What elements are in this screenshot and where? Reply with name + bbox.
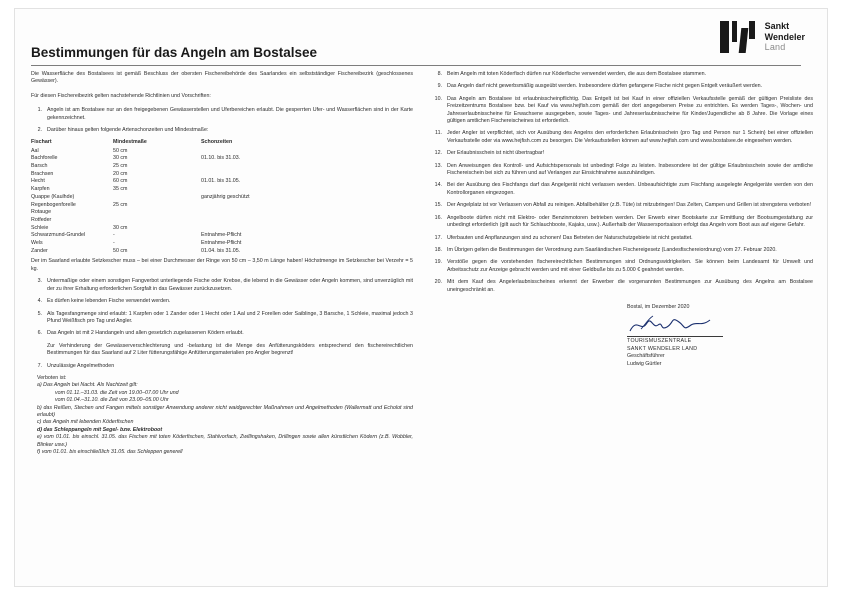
cell-size: 50 cm: [113, 147, 128, 154]
item-number: 14.: [434, 182, 442, 189]
item-number: 4.: [37, 298, 42, 305]
table-row: [31, 232, 331, 240]
logo-line-3: Land: [764, 42, 786, 52]
organization-line-1: TOURISMUSZENTRALE: [627, 338, 692, 345]
item-number: 3.: [37, 278, 42, 285]
method-rules: [37, 375, 413, 456]
table-row: [31, 240, 331, 248]
fish-table-body: [31, 148, 331, 256]
item-text: Im Übrigen gelten die Bestimmungen der Verordnung zum Saarländischen Fischereigesetz (Landesfischereiordnung) vom 27. Februar 2020.: [447, 246, 777, 253]
item-number: 7.: [37, 362, 42, 369]
cell-species: Schleie: [31, 224, 49, 231]
item-number: 12.: [434, 150, 442, 157]
item-number: 15.: [434, 202, 442, 209]
table-row: [31, 194, 331, 202]
logo-text: [765, 19, 805, 53]
fish-table: [31, 139, 331, 255]
content-columns: [31, 71, 813, 456]
item-number: 19.: [434, 259, 442, 266]
list-item: [431, 215, 813, 230]
left-column: [31, 71, 413, 456]
cell-species: Quappe (Kaulhde): [31, 193, 75, 200]
cell-size: 30 cm: [113, 155, 128, 162]
cell-species: Rotauge: [31, 209, 52, 216]
item-text: Jeder Angler ist verpflichtet, sich vor Ausübung des Angelns den erforderlichen Erlaubnisschein (pro Tag und Person nur 1 Schein) bei einer offiziellen Verkaufsstelle oder via www.hejfish.com zu besorgen. Die Verkaufsstellen können auf www.hejfish.com und www.bostalsee.de eingesehen werden.: [447, 130, 813, 144]
cell-season: Entnahme-Pflicht: [201, 240, 242, 247]
cell-size: 35 cm: [113, 186, 128, 193]
cell-species: Karpfen: [31, 186, 50, 193]
cell-season: 01.01. bis 31.05.: [201, 178, 241, 185]
cell-season: [201, 202, 331, 210]
item-number: 2.: [37, 127, 42, 134]
cell-size: [113, 194, 201, 202]
table-row: [31, 217, 331, 225]
cell-season: ganzjährig geschützt: [201, 193, 250, 200]
cell-season: [201, 217, 331, 225]
column-header-closed-season: Schonzeiten: [201, 139, 233, 146]
cell-size: 50 cm: [113, 247, 128, 254]
cell-species: Regenbogenforelle: [31, 201, 76, 208]
list-item: [31, 363, 413, 370]
list-item: [31, 343, 413, 358]
item-text: Das Angeln darf nicht gewerbsmäßig ausgeübt werden. Insbesondere dürfen gefangene Fische nicht gegen Entgelt veräußert werden.: [447, 83, 763, 90]
cell-size: -: [113, 232, 115, 239]
cell-size: 25 cm: [113, 201, 128, 208]
item-number: 18.: [434, 246, 442, 253]
cell-season: [201, 171, 331, 179]
cell-season: [201, 225, 331, 233]
cell-species: Aal: [31, 147, 39, 154]
list-item: [431, 71, 813, 78]
cell-season: [201, 148, 331, 156]
signature-image: [627, 313, 713, 335]
item-text: Das Angeln ist mit 2 Handangeln und allen gesetzlich zugelassenen Ködern erlaubt.: [47, 330, 244, 337]
right-column: [431, 71, 813, 456]
item-text: Untermaßige oder einem sonstigen Fangverbot unterliegende Fische oder Krebse, die lebend in die Gewässer oder Angeln kommen, sind unverzüglich mit der zu ihrer Erhaltung erforderlichen Sorgfalt in das Gewässer zurückzusetzen.: [47, 278, 413, 292]
item-number: 1.: [37, 107, 42, 114]
list-item: [31, 107, 413, 122]
intro-paragraph-1: Die Wasserfläche des Bostalsees ist gemäß Beschluss der obersten Fischereibehörde des Saarlandes ein selbstständiger Fischereibezirk (geschlossenes Gewässer).: [31, 71, 413, 85]
list-item: [431, 182, 813, 197]
cell-season: [201, 163, 331, 171]
table-row: [31, 178, 331, 186]
item-number: 10.: [434, 95, 442, 102]
cell-species: Hecht: [31, 178, 45, 185]
list-item: [31, 127, 413, 134]
logo-line-2: Wendeler: [764, 31, 805, 42]
cell-size: 30 cm: [113, 224, 128, 231]
list-item: [431, 235, 813, 242]
method-rule-a: a) Das Angeln bei Nacht. Als Nachtzeit gilt:: [37, 382, 138, 389]
item-text: Es dürfen keine lebenden Fische verwendet werden.: [47, 298, 171, 305]
logo-line-1: Sankt: [764, 21, 790, 31]
item-number: 16.: [434, 214, 442, 221]
cell-season: [201, 209, 331, 217]
cell-species: Rotfeder: [31, 216, 52, 223]
cell-size: 20 cm: [113, 170, 128, 177]
list-item: [431, 259, 813, 274]
cell-species: Barsch: [31, 163, 48, 170]
item-text: Verstöße gegen die vorstehenden fischereirechtlichen Bestimmungen sind Ordnungswidrigkeiten. Sie können beim Landesamt für Umwelt und Arbeitsschutz zur Anzeige gebracht werden und mit einer Geldbuße bis zu 5.000 € geahndet werden.: [447, 259, 813, 273]
list-item: [431, 130, 813, 145]
method-rule-a2: vom 01.04.–31.10. die Zeit von 23.00–05.00 Uhr: [55, 397, 169, 404]
item-text: Beim Angeln mit toten Köderfisch dürfen nur Köderfische verwendet werden, die aus dem Bostalsee stammen.: [447, 71, 707, 77]
column-header-species: Fischart: [31, 139, 52, 146]
setzkescher-note: Der im Saarland erlaubte Setzkescher muss – bei einer Durchmesser der Ringe von 50 cm – 3,50 m Länge haben! Höchstmenge im Setzkescher bei Verzehr = 5 kg.: [31, 258, 413, 272]
item-text: Bei der Ausübung des Fischfangs darf das Angelgerät nicht verlassen werden. Unbeaufsichtigte zum Fischfang ausgelegte Angelgeräte werden von den Kontrollorganen eingezogen.: [447, 182, 813, 196]
item-number: 6.: [37, 330, 42, 337]
cell-species: Schwarzmund-Grundel: [31, 232, 86, 239]
item-text: Der Angelplatz ist vor Verlassen von Abfall zu reinigen. Abfallbehälter (z.B. Tüte) ist mitzubringen! Das Zelten, Campen und Grillen ist strengstens verboten!: [447, 202, 812, 209]
item-number: 13.: [434, 162, 442, 169]
table-row: [31, 171, 331, 179]
table-row: [31, 202, 331, 210]
list-item: [431, 202, 813, 209]
item-number: 20.: [434, 279, 442, 286]
item-text: Uferbauten und Anpflanzungen sind zu schonen! Das Betreten der Naturschutzgebiete ist nicht gestattet.: [447, 234, 693, 241]
cell-size: [113, 217, 201, 225]
list-item: [431, 247, 813, 254]
item-text: Der Erlaubnisschein ist nicht übertragbar!: [447, 150, 545, 157]
page-title: Bestimmungen für das Angeln am Bostalsee: [31, 45, 318, 60]
item-text: Das Angeln am Bostalsee ist erlaubnisscheinpflichtig. Das Entgelt ist bei Kauf in einer offiziellen Verkaufsstelle gemäß der gültigen Preisliste des Freizeitzentrums Bostalsee bzw. bei Kauf via www.hejfish.com gemäß der dort angegebenen Preise zu entrichten. Es werden Tages-, Wochen- und Jahreserlaubnisscheine für Erwachsene ausgegeben, sowie Tages- und Jahreserlaubnisscheine für Kinder/Jugendliche ab 8 Jahre. Die Vorlage eines gültigen amtlichen Fischereischeines ist erforderlich.: [447, 95, 813, 125]
table-row: [31, 225, 331, 233]
table-row: [31, 163, 331, 171]
item-number: 5.: [37, 310, 42, 317]
intro-paragraph-2: Für diesen Fischereibezirk gelten nachstehende Richtlinien und Vorschriften:: [31, 92, 211, 99]
item-number: 8.: [437, 71, 442, 77]
cell-size: 60 cm: [113, 178, 128, 185]
item-text: Darüber hinaus gelten folgende Artenschonzeiten und Mindestmaße:: [47, 127, 209, 134]
method-rule-c: c) das Angeln mit lebenden Köderfischen: [37, 419, 134, 426]
method-rule-d: d) das Schleppangeln mit Segel- bzw. Elektroboot: [37, 426, 163, 433]
item-text: Angelboote dürfen nicht mit Elektro- oder Benzinmotoren betrieben werden. Der Erwerb einer Bootskarte zur Ermittlung der Bootsumgestattung zur unbedingt erforderlich (gilt auch für Schlauchboote, Kajaks, usw.). Außerhalb der Wassersportsaison erfolgt das Angeln vom Boot aus auf eigene Gefahr.: [447, 214, 813, 229]
cell-size: 25 cm: [113, 163, 128, 170]
list-item: [31, 298, 413, 305]
organization-line-2: SANKT WENDELER LAND: [627, 345, 698, 352]
list-item: [431, 279, 813, 294]
cell-season: [201, 186, 331, 194]
signature-place-date: Bostal, im Dezember 2020: [627, 303, 690, 310]
signer-name: Ludwig Gürtler: [627, 360, 662, 367]
list-item: [31, 311, 413, 326]
list-item: [431, 163, 813, 178]
method-rule-b: b) das Reißen, Stechen und Fangen mittels sonstiger Anwendung anderer nicht waidgerechter Maßnahmen und Angelmethoden (Wallermatt und Echolot sind erlaubt): [37, 404, 413, 418]
signer-role: Geschäftsführer: [627, 353, 665, 360]
cell-species: Bachforelle: [31, 155, 58, 162]
item-text: Mit dem Kauf des Angelerlaubnisscheines erkennt der Erwerber die vorgenannten Bestimmungen zur Ausübung des Angelns am Bostalsee uneingeschränkt an.: [447, 279, 813, 293]
list-item: [31, 278, 413, 293]
table-header-row: [31, 139, 331, 147]
cell-season: 01.10. bis 31.03.: [201, 155, 241, 162]
cell-size: [113, 209, 201, 217]
cell-species: Brachsen: [31, 170, 54, 177]
list-item: [431, 96, 813, 126]
item-number: 11.: [435, 130, 442, 137]
signature-block: [431, 304, 813, 368]
method-lead: Verboten ist:: [37, 374, 67, 381]
table-row: [31, 209, 331, 217]
list-item: [431, 150, 813, 157]
item-text: Als Tagesfangmenge sind erlaubt: 1 Karpfen oder 1 Zander oder 1 Hecht oder 1 Aal und 2 Forellen oder Saiblinge, 3 Barsche, 1 Schleie, maximal jedoch 3 Pfund Weißfisch pro Tag und Angler.: [47, 310, 413, 324]
item-text: Den Anweisungen des Kontroll- und Aufsichtspersonals ist unbedingt Folge zu leisten. Insbesondere ist der gültige Erlaubnisschein sowie der amtliche Fischereischein bei sich zu führen und auf Verlangen zur Einsichtnahme auszuhändigen.: [447, 162, 813, 177]
cell-season: Entnahme-Pflicht: [201, 232, 242, 239]
signature-line: [627, 336, 723, 337]
list-item: [431, 83, 813, 90]
item-text: Angeln ist am Bostalsee nur an den freigegebenen Gewässerstellen und Uferbereichen erlaubt. Die gesperrten Ufer- und Wasserflächen sind in der Karte gekennzeichnet.: [47, 107, 413, 121]
item-text: Zur Verhinderung der Gewässerverschlechterung und -belastung ist die Menge des Anfütterungsköders entsprechend den fischereirechtlichen Bestimmungen für das Saarland auf 2 Liter fütterungsfähige Anfütterungsmaterialien pro Angler begrenzt!: [47, 342, 413, 357]
item-number: 17.: [434, 234, 442, 241]
item-number: 9.: [437, 83, 442, 90]
logo: [718, 19, 805, 55]
column-header-min-size: Mindestmaße: [113, 139, 147, 146]
cell-season: 01.04. bis 31.05.: [201, 247, 241, 254]
table-row: [31, 248, 331, 256]
item-text: Unzulässige Angelmethoden: [47, 362, 115, 369]
method-rule-e: e) vom 01.01. bis einschl. 31.05. das Fischen mit toten Köderfischen, Stahlvorfach, Zwillingshaken, Drillingen sowie allen künstlichen Ködern (z.B. Wobbler, Blinker usw.): [37, 434, 413, 448]
method-rule-f: f) vom 01.01. bis einschließlich 31.05. das Schleppen generell: [37, 449, 183, 456]
title-divider: [31, 65, 801, 66]
table-row: [31, 155, 331, 163]
document-sheet: [14, 8, 828, 587]
cell-species: Zander: [31, 247, 48, 254]
cell-species: Wels: [31, 240, 43, 247]
table-row: [31, 148, 331, 156]
logo-mark-icon: [718, 19, 758, 55]
list-item: [31, 330, 413, 337]
method-rule-a1: vom 01.11.–31.03. die Zeit von 19.00–07.00 Uhr und: [55, 389, 179, 396]
table-row: [31, 186, 331, 194]
cell-size: -: [113, 240, 115, 247]
